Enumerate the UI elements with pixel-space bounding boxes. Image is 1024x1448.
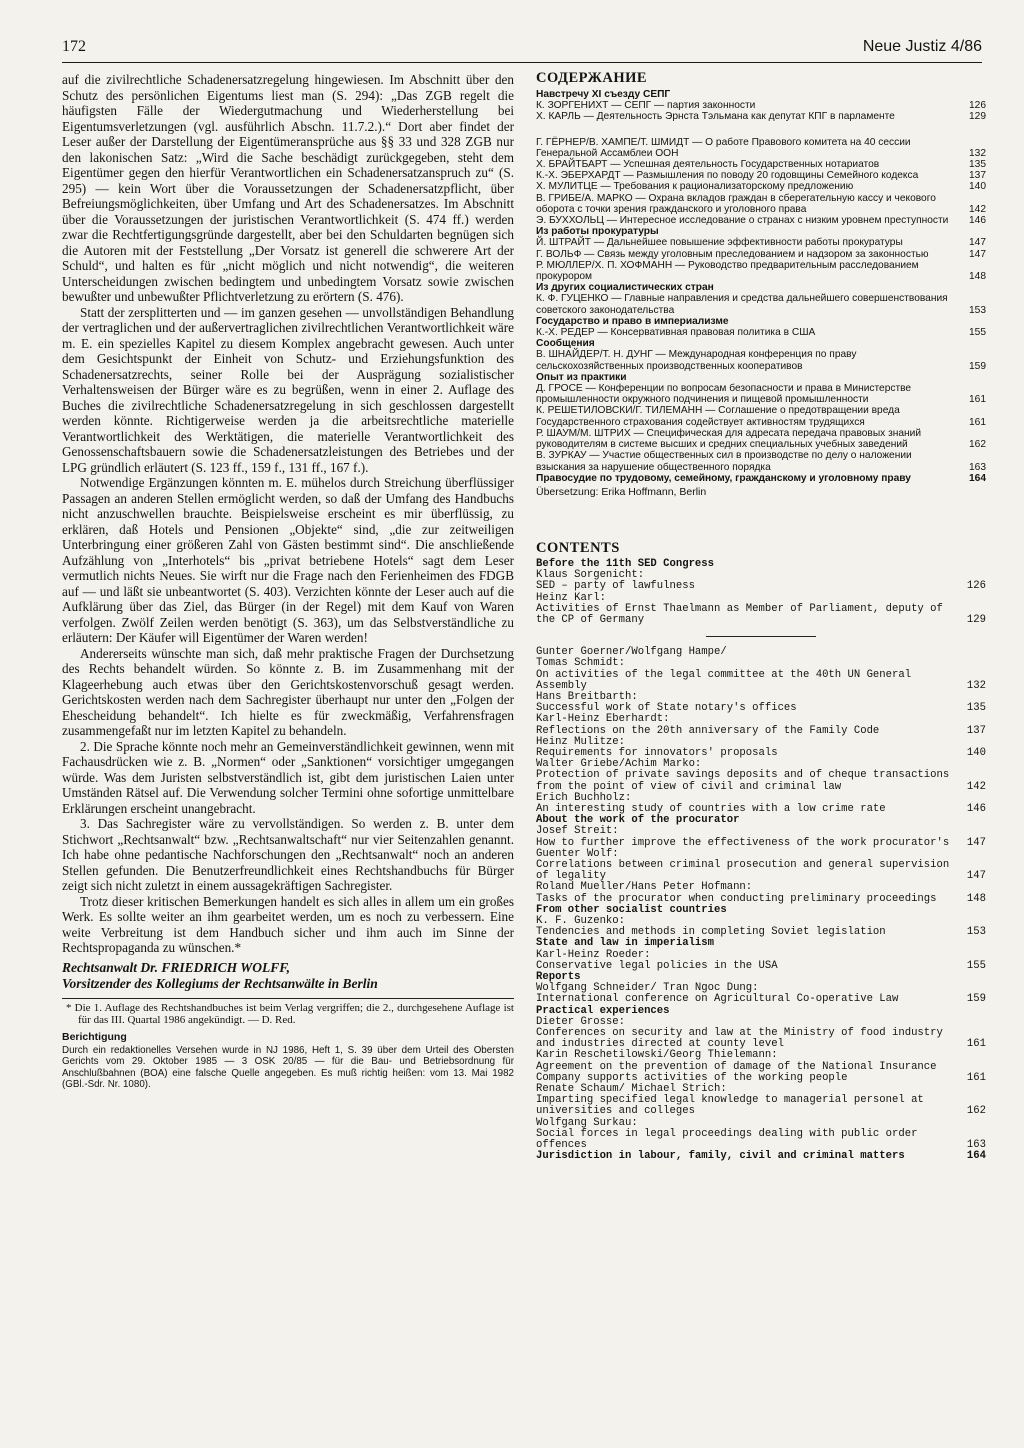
toc-entry-text: How to further improve the effectiveness of the work procurator's — [536, 836, 950, 849]
article-column — [62, 72, 514, 1090]
toc-entry-text: Jurisdiction in labour, family, civil and criminal matters — [536, 1150, 905, 1163]
toc-entry-text: Г. ВОЛЬФ — Связь между уголовным преследованием и надзором за законностью — [536, 248, 929, 260]
toc-page-number: 142 — [969, 203, 986, 215]
toc-entry-text: В. ЗУРКАУ — Участие общественных сил в производстве по делу о наложении взыскания за нарушение общественного порядка — [536, 450, 912, 473]
toc-entry-text: Д. ГРОСЕ — Конференции по вопросам безопасности и права в Министерстве промышленности окружного подчинения и пищевой промышленности — [536, 383, 912, 406]
toc-page-number: 129 — [966, 613, 986, 626]
toc-entry-text: Conservative legal policies in the USA — [536, 959, 778, 972]
toc-en-group-1 — [536, 559, 986, 626]
author-name: Rechtsanwalt Dr. FRIEDRICH WOLFF, — [62, 959, 290, 975]
toc-entry — [536, 770, 986, 792]
toc-page-number: 147 — [966, 870, 986, 883]
toc-entry-text: Karl-Heinz Eberhardt: — [536, 713, 670, 726]
toc-page-number: 164 — [966, 1150, 986, 1163]
toc-category — [536, 1151, 986, 1162]
toc-entry-text: Г. ГЁРНЕР/В. ХАМПЕ/Т. ШМИДТ — О работе Правового комитета на 40 сессии Генеральной Ассамблеи ООН — [536, 136, 911, 159]
toc-page-number: 137 — [966, 724, 986, 737]
toc-category — [536, 282, 986, 293]
toc-page-number: 147 — [969, 248, 986, 260]
toc-entry-text: Из работы прокуратуры — [536, 226, 659, 238]
toc-entry-text: В. ГРИБЕ/А. МАРКО — Охрана вкладов граждан в сберегательную кассу и чекового оборота с точки зрения гражданского и уголовного права — [536, 192, 936, 215]
toc-separator — [706, 636, 816, 637]
toc-page-number: 155 — [966, 959, 986, 972]
toc-category — [536, 226, 986, 237]
toc-entry — [536, 428, 986, 450]
toc-entry-text: Р. МЮЛЛЕР/Х. П. ХОФМАНН — Руководство предварительным расследованием прокурором — [536, 259, 919, 283]
toc-entry — [536, 237, 986, 248]
toc-page-number: 153 — [969, 304, 986, 316]
toc-entry-text: Э. БУХХОЛЬЦ — Интересное исследование о странах с низким уровнем преступности — [536, 215, 949, 227]
toc-entry-text: Requirements for innovators' proposals — [536, 746, 778, 759]
toc-page-number: 161 — [969, 416, 986, 428]
toc-entry — [536, 249, 986, 260]
toc-entry — [536, 215, 986, 226]
footnote: * Die 1. Auflage des Rechtshandbuches ist beim Verlag vergriffen; die 2., durchgesehene Auflage ist für das III. Quartal 1986 angekündigt. — D. Red. — [66, 1001, 514, 1026]
toc-entry-text: International conference on Agricultural Co-operative Law — [536, 993, 899, 1006]
toc-entry — [536, 405, 986, 427]
correction-text: Durch ein redaktionelles Versehen wurde in NJ 1986, Heft 1, S. 39 über dem Urteil des Obersten Gerichts vom 29. Oktober 1985 — 3 OSK 20/85 — für die Bau- und Betriebsordnung für Anschlußbahnen (BOA) eine falsche Quelle angegeben. Es muß richtig heißen: vom 13. Mai 1982 (GBl.-Sdr. Nr. 1080). — [62, 1045, 514, 1090]
toc-page-number: 129 — [969, 111, 986, 123]
toc-entry-text: An interesting study of countries with a low crime rate — [536, 802, 886, 815]
toc-entry-text: Р. ШАУМ/М. ШТРИХ — Специфическая для адресата передача правовых знаний руководителям в системе высших и средних специальных учебных заведений — [536, 427, 922, 451]
toc-entry-text: Before the 11th SED Congress — [536, 557, 715, 570]
toc-entry — [536, 1028, 986, 1050]
toc-entry — [536, 327, 986, 338]
toc-entry-text: Erich Buchholz: — [536, 791, 632, 804]
contents-column — [536, 70, 986, 1162]
toc-page-number: 164 — [969, 472, 986, 484]
toc-entry — [536, 159, 986, 170]
toc-entry-text: Х. КАРЛЬ — Деятельность Эрнста Тэльмана как депутат КПГ в парламенте — [536, 111, 895, 123]
toc-entry-text: Agreement on the prevention of damage of the National Insurance Company supports activities of the working people — [536, 1060, 937, 1084]
toc-entry — [536, 860, 986, 882]
toc-entry-text: К. РЕШЕТИЛОВСКИ/Г. ТИЛЕМАНН — Соглашение о предотвращении вреда Государственного страхования содействует активностям трудящихся — [536, 405, 900, 428]
toc-entry-text: Reflections on the 20th anniversary of the Family Code — [536, 724, 880, 737]
toc-category — [536, 338, 986, 349]
toc-page-number: 126 — [969, 100, 986, 112]
toc-en-title: CONTENTS — [536, 539, 620, 556]
page-number: 172 — [62, 38, 86, 55]
toc-page-number: 153 — [966, 926, 986, 939]
toc-entry-text: Josef Streit: — [536, 825, 619, 838]
toc-entry-text: Й. ШТРАЙТ — Дальнейшее повышение эффективности работы прокуратуры — [536, 237, 903, 249]
toc-entry — [536, 604, 986, 626]
toc-page-number: 126 — [966, 580, 986, 593]
toc-entry — [536, 349, 986, 371]
toc-page-number: 159 — [966, 993, 986, 1006]
toc-category — [536, 89, 986, 100]
toc-entry-text: Х. МУЛИТЦЕ — Требования к рационализаторскому предложению — [536, 181, 854, 193]
article-paragraph: Notwendige Ergänzungen könnten m. E. mühelos durch Streichung überflüssiger Passagen an anderen Stellen ermöglicht werden, so daß der Umfang des Handbuchs nicht anzuschwellen brauchte. Beispielsweise erscheint es mir überflüssig, zu erklären, daß Hotels und Pensionen „Objekte“ sind, „die zur zeitweiligen Unterbringung einer größeren Zahl von Gästen bestimmt sind“. Die anschließende Aufzählung von „Interhotels“ bis „privat betriebene Hotels“ sagt dem Leser vermutlich nichts Neues. Sie wirft nur die Frage nach den Ferienheimen des FDGB auf — und läßt sie unbeantwortet (S. 403). Verzichten könnte der Leser auch auf die Aufklärung über das Ziel, das Bürger (in der Regel) mit dem Kauf von Waren verfolgen. Zwölf Zeilen werden benötigt (S. 363), um das Selbstverständliche zu erläutern: Der Käufer will Eigentümer der Waren werden! — [62, 475, 514, 645]
article-paragraph: 2. Die Sprache könnte noch mehr an Gemeinverständlichkeit gewinnen, wenn mit Fachausdrücken wie z. B. „Normen“ oder „Sanktionen“ vorsichtiger umgegangen würde. Was dem Juristen selbstverständlich ist, gibt dem juristischen Laien unter Umständen Rätsel auf. Die Verwendung solcher Termini ohne sofortige unmittelbare Erklärungen erscheint unangebracht. — [62, 738, 514, 816]
toc-entry-text: Сообщения — [536, 338, 595, 350]
toc-ru-group-2 — [536, 137, 986, 484]
toc-entry-text: Tasks of the procurator when conducting preliminary proceedings — [536, 892, 937, 905]
author-signature — [62, 960, 514, 992]
toc-entry-text: Государство и право в империализме — [536, 315, 729, 327]
toc-entry-text: Reports — [536, 971, 581, 984]
toc-entry-text: Из других социалистических стран — [536, 282, 714, 294]
toc-entry-text: Walter Griebe/Achim Marko: — [536, 758, 702, 771]
toc-entry-text: Correlations between criminal prosecution and general supervision of legality — [536, 858, 950, 883]
toc-entry-text: Imparting specified legal knowledge to managerial personel at universities and colleges — [536, 1094, 924, 1118]
translator-credit: Übersetzung: Erika Hoffmann, Berlin — [536, 485, 707, 498]
toc-entry — [536, 1095, 986, 1117]
toc-entry — [536, 1062, 986, 1084]
toc-entry-text: On activities of the legal committee at the 40th UN General Assembly — [536, 668, 912, 692]
toc-entry — [536, 260, 986, 282]
toc-entry-text: Successful work of State notary's offices — [536, 702, 797, 715]
article-paragraph: Trotz dieser kritischen Bemerkungen handelt es sich alles in allem um ein großes Werk. Es sollte weiter an ihm gearbeitet werden, um es noch zu verbessern. Eine weite Verbreitung ist dem Handbuch sicher und ihm auch im Sinne der Rechtspropaganda zu wünschen.* — [62, 893, 514, 955]
toc-entry-text: Heinz Mulitze: — [536, 735, 626, 748]
toc-page-number: 146 — [969, 215, 986, 227]
article-paragraph: Andererseits wünschte man sich, daß mehr praktische Fragen der Durchsetzung des Rechts behandelt würden. So könnte z. B. im Zusammenhang mit der Klageerhebung auch etwas über den Gerichtskostenvorschuß gesagt werden. Gerichtskosten werden nach dem Sachregister überhaupt nur unter den „Folgen der Ehescheidung behandelt“. Ich hielte es für zweckmäßig, Verfahrensfragen zusammengefaßt nur im letzten Kapitel zu behandeln. — [62, 645, 514, 738]
toc-page-number: 148 — [966, 892, 986, 905]
toc-page-number: 140 — [969, 181, 986, 193]
toc-entry-text: К. ЗОРГЕНИХТ — СЕПГ — партия законности — [536, 100, 756, 112]
toc-page-number: 148 — [969, 271, 986, 283]
toc-page-number: 159 — [969, 360, 986, 372]
toc-entry-text: К.-Х. ЭБЕРХАРДТ — Размышления по поводу 20 годовщины Семейного кодекса — [536, 170, 919, 182]
toc-page-number: 161 — [966, 1071, 986, 1084]
toc-entry-text: К. Ф. ГУЦЕНКО — Главные направления и средства дальнейшего совершенствования советского законодательства — [536, 293, 948, 316]
toc-entry-text: Навстречу XI съезду СЕПГ — [536, 89, 671, 100]
toc-entry-text: Hans Breitbarth: — [536, 690, 638, 703]
toc-entry-text: Х. БРАЙТБАРТ — Успешная деятельность Государственных нотариатов — [536, 159, 880, 171]
toc-page-number: 163 — [969, 461, 986, 473]
toc-entry-text: Heinz Karl: — [536, 591, 606, 604]
toc-entry-text: From other socialist countries — [536, 903, 727, 916]
toc-ru-group-1 — [536, 89, 986, 123]
toc-entry — [536, 193, 986, 215]
toc-entry-text: Wolfgang Schneider/ Tran Ngoc Dung: — [536, 982, 759, 995]
toc-entry-text: К.-Х. РЕДЕР — Консервативная правовая политика в США — [536, 327, 816, 339]
footnote-divider — [62, 998, 514, 999]
toc-entry — [536, 383, 986, 405]
toc-entry-text: Опыт из практики — [536, 371, 627, 383]
toc-page-number: 140 — [966, 746, 986, 759]
toc-page-number: 163 — [966, 1139, 986, 1152]
toc-entry-text: Правосудие по трудовому, семейному, гражданскому и уголовному праву — [536, 472, 911, 484]
toc-entry — [536, 961, 986, 972]
toc-entry-text: Wolfgang Surkau: — [536, 1116, 638, 1129]
toc-entry-text: В. ШНАЙДЕР/Т. Н. ДУНГ — Международная конференция по праву сельскохозяйственных производственных кооперативов — [536, 349, 857, 372]
toc-entry — [536, 1129, 986, 1151]
toc-entry-text: Karin Reschetilowski/Georg Thielemann: — [536, 1049, 778, 1062]
toc-entry-text: Dieter Grosse: — [536, 1015, 626, 1028]
toc-category — [536, 316, 986, 327]
article-paragraph: Statt der zersplitterten und — im ganzen gesehen — unvollständigen Behandlung der vertraglichen und der außervertraglichen zivilrechtlichen Verantwortlichkeit wäre m. E. ein spezielles Kapitel zu diesem Komplex angebracht gewesen. Auch unter dem Gesichtspunkt der Einheit von Schutz- und Erziehungsfunktion des Schadenersatzrechts, seiner Rolle bei der Ausprägung sozialistischer Verhaltensweisen der Bürger wäre es zu begrüßen, wenn in einer 2. Auflage des Buches die zivilrechtliche Schadenersatzregelung in sich geschlossen dargestellt werden könnte. Richtigerweise werden ja die arbeitsrechtliche materielle Verantwortlichkeit des Werktätigen, die materielle Verantwortlichkeit des Genossenschaftsbauern sowie die Schadenersatzleistungen des Betriebes und der LPG gründlich erläutert (S. 123 ff., 159 f., 131 ff., 167 f.). — [62, 304, 514, 475]
toc-en-group-2 — [536, 647, 986, 1162]
toc-entry — [536, 100, 986, 111]
toc-entry-text: K. F. Guzenko: — [536, 915, 626, 927]
toc-entry-text: Renate Schaum/ Michael Strich: — [536, 1083, 727, 1096]
toc-page-number: 161 — [966, 1038, 986, 1051]
toc-entry — [536, 137, 986, 159]
toc-page-number: 135 — [969, 159, 986, 171]
toc-page-number: 162 — [969, 439, 986, 451]
journal-issue: Neue Justiz 4/86 — [862, 38, 982, 55]
toc-page-number: 132 — [969, 147, 986, 159]
toc-entry-text: Guenter Wolf: — [536, 847, 619, 860]
toc-entry — [536, 450, 986, 472]
toc-page-number: 132 — [966, 679, 986, 692]
toc-entry-text: Protection of private savings deposits and of cheque transactions from the point of view of civil and criminal law — [536, 769, 950, 793]
page-header — [62, 34, 982, 63]
author-title: Vorsitzender des Kollegiums der Rechtsanwälte in Berlin — [62, 975, 378, 991]
toc-category — [536, 473, 986, 484]
toc-entry-text: Karl-Heinz Roeder: — [536, 948, 651, 961]
toc-page-number: 162 — [966, 1105, 986, 1118]
toc-page-number: 161 — [969, 394, 986, 406]
toc-page-number: 135 — [966, 702, 986, 715]
article-paragraph: 3. Das Sachregister wäre zu vervollständigen. So werden z. B. unter dem Stichwort „Rechtsanwalt“ bzw. „Rechtsanwaltschaft“ nur vier Seitenzahlen genannt. Ich habe ohne pedantische Nachforschungen den „Rechtsanwalt“ noch an anderen Stellen gefunden. Die Benutzerfreundlichkeit eines Rechtshandbuchs für Bürger zeigt sich nicht zuletzt in einem aussagekräftigen Sachregister. — [62, 816, 514, 893]
toc-category — [536, 372, 986, 383]
toc-entry-text: SED – party of lawfulness — [536, 580, 695, 593]
article-paragraph: auf die zivilrechtliche Schadenersatzregelung hingewiesen. Im Abschnitt über den Schutz des persönlichen Eigentums liest man (S. 294): „Das ZGB regelt die häufigsten Fälle der Wiedergutmachung und Wiederherstellung bei Eigentumsverletzungen (vgl. ausführlich Abschn. 11.7.2.).“ Dort aber findet der Leser außer der Darstellung der Eigentümeransprüche aus §§ 33 und 328 ZGB nur den lakonischen Satz: „Wird die Sache beschädigt zurückgegeben, steht dem Eigentümer gegen den hierfür Verantwortlichen ein Schadenersatzanspruch zu“ (S. 295) — kein Wort über die Voraussetzungen der Schadenersatzpflicht, über Befreiungsmöglichkeiten, über Umfang und Art des Schadenersatzes. Im Abschnitt über die Voraussetzungen der juristischen Verantwortlichkeit (S. 474 ff.) werden zwar die Rechtfertigungsgründe dargestellt, aber bei den Schuldarten begnügen sich die Autoren mit der Feststellung „Der Vorsatz ist generell die schwerere Art der Schuld“, und halten es für „nicht möglich und nicht notwendig“, die weiteren Unterscheidungen zwischen bedingtem und unbedingtem Vorsatz sowie zwischen bewußter und unbewußter Pflichtverletzung zu erörtern (S. 476). — [62, 72, 514, 304]
toc-entry-text: Klaus Sorgenicht: — [536, 569, 645, 582]
toc-entry — [536, 181, 986, 192]
toc-entry-text: Tendencies and methods in completing Soviet legislation — [536, 926, 886, 939]
toc-entry — [536, 293, 986, 315]
toc-entry-text: Practical experiences — [536, 1004, 670, 1017]
toc-page-number: 137 — [969, 170, 986, 182]
toc-entry — [536, 170, 986, 181]
toc-entry-text: Social forces in legal proceedings dealing with public order offences — [536, 1127, 918, 1152]
toc-entry-text: State and law in imperialism — [536, 937, 715, 950]
toc-ru-title: СОДЕРЖАНИЕ — [536, 70, 648, 86]
toc-page-number: 146 — [966, 802, 986, 815]
toc-entry-text: Activities of Ernst Thaelmann as Member of Parliament, deputy of the CP of Germany — [536, 602, 943, 626]
toc-entry-text: Tomas Schmidt: — [536, 657, 626, 670]
toc-page-number: 142 — [966, 780, 986, 793]
toc-entry-text: Gunter Goerner/Wolfgang Hampe/ — [536, 646, 727, 659]
toc-entry — [536, 111, 986, 122]
toc-entry — [536, 670, 986, 692]
correction-title: Berichtigung — [62, 1030, 127, 1043]
toc-page-number: 155 — [969, 327, 986, 339]
toc-entry-text: Conferences on security and law at the Ministry of food industry and industries directed at county level — [536, 1027, 943, 1051]
toc-page-number: 147 — [969, 237, 986, 249]
toc-entry-text: Roland Mueller/Hans Peter Hofmann: — [536, 881, 753, 894]
toc-entry-text: About the work of the procurator — [536, 814, 740, 827]
toc-page-number: 147 — [966, 836, 986, 849]
